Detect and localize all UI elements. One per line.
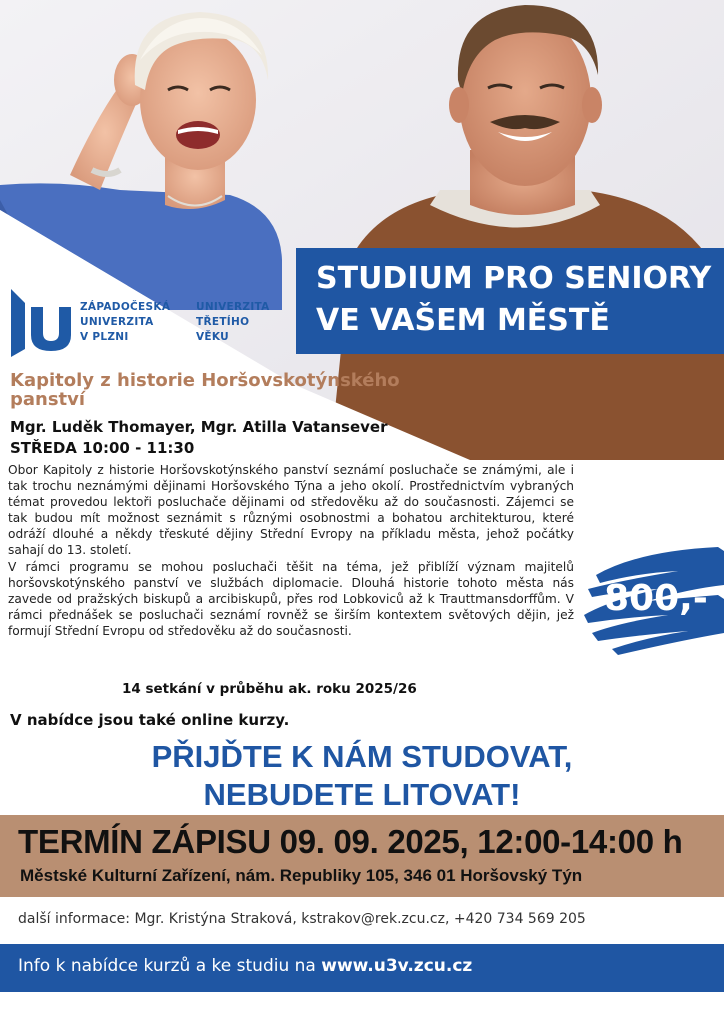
zcu-logo-icon xyxy=(11,289,73,357)
course-title: Kapitoly z historie Horšovskotýnského panství xyxy=(10,370,400,410)
zcu-logo-text: ZÁPADOČESKÁ UNIVERZITA V PLZNI xyxy=(80,301,171,343)
description-paragraph: Obor Kapitoly z historie Horšovskotýnského panství seznámí posluchače se známými, ale i tak trochu neznámými dějinami Horšovského Týna a jeho okolí. Prostřednictvím vybraných témat provedou lektoři posluchače dějinami od středověku až do současnosti. Zájemci se tak budou mít možnost seznámit s různými osobnostmi a bohatou architekturou, které odráží dlouhé a někdy třeskuté dějiny Střední Evropy na příkladu města, jehož počátky sahají do 13. století. xyxy=(8,463,574,558)
registration-place: Městské Kulturní Zařízení, nám. Republiky 105, 346 01 Horšovský Týn xyxy=(20,866,583,885)
headline: STUDIUM PRO SENIORY VE VAŠEM MĚSTĚ xyxy=(316,261,712,338)
course-lecturers: Mgr. Luděk Thomayer, Mgr. Atilla Vatansever xyxy=(10,418,388,436)
course-price: 800,- xyxy=(604,578,708,619)
description-paragraph: V rámci programu se mohou posluchači těšit na téma, jež přiblíží význam majitelů horšovskotýnského panství ve službách diplomacie. Dlouhá historie tohoto města nás zavede od pražských biskupů a arcibiskupů, přes rod Lobkoviců až k Trauttmansdorffům. V rámci přednášek se posluchači seznámí rovněž se širším kontextem světových dějin, jež formují Střední Evropu od středověku až do současnosti. xyxy=(8,559,574,638)
u3v-logo-text: UNIVERZITA TŘETÍHO VĚKU xyxy=(196,301,270,343)
call-to-action: PŘIJĎTE K NÁM STUDOVAT, NEBUDETE LITOVAT! xyxy=(151,739,573,812)
footer-url-link[interactable]: www.u3v.zcu.cz xyxy=(321,956,473,976)
registration-date: TERMÍN ZÁPISU 09. 09. 2025, 12:00-14:00 h xyxy=(18,823,683,860)
online-note: V nabídce jsou také online kurzy. xyxy=(10,711,290,729)
meetings-count: 14 setkání v průběhu ak. roku 2025/26 xyxy=(122,681,417,697)
contact-info: další informace: Mgr. Kristýna Straková, kstrakov@rek.zcu.cz, +420 734 569 205 xyxy=(18,911,586,927)
course-time: STŘEDA 10:00 - 11:30 xyxy=(10,439,195,457)
course-description xyxy=(8,462,574,639)
footer-text: Info k nabídce kurzů a ke studiu na www.u3v.zcu.cz xyxy=(18,956,473,976)
